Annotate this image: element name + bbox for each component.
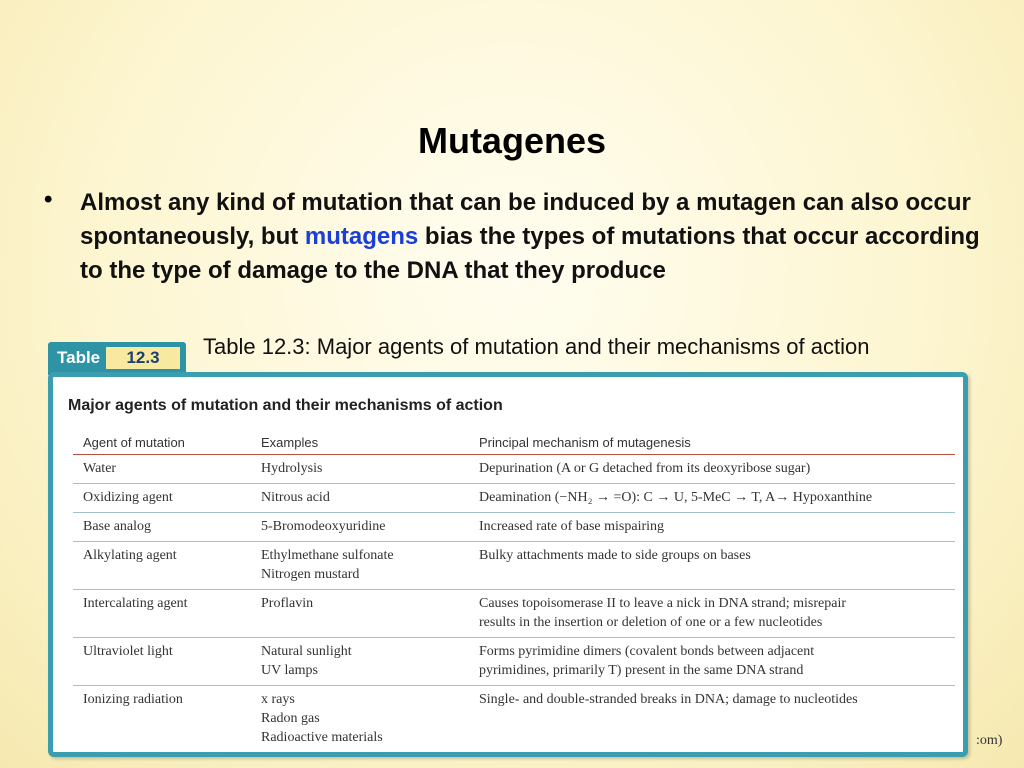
table-row (73, 638, 955, 686)
cell-mechanism: Causes topoisomerase II to leave a nick in DNA strand; misrepair results in the insertion or deletion of one or a few nucleotides (469, 590, 955, 638)
table-row (73, 686, 955, 753)
cell-mechanism: Bulky attachments made to side groups on bases (469, 542, 955, 590)
bullet-marker: • (44, 186, 53, 213)
cell-agent: Water (73, 455, 251, 484)
cell-agent: Alkylating agent (73, 542, 251, 590)
bullet-text (80, 186, 994, 288)
table-row (73, 455, 955, 484)
cell-examples: Hydrolysis (251, 455, 469, 484)
table-row (73, 590, 955, 638)
table-row (73, 542, 955, 590)
cell-mechanism: Single- and double-stranded breaks in DNA; damage to nucleotides (479, 692, 858, 707)
table-row (73, 484, 955, 513)
cell-agent: Ultraviolet light (73, 638, 251, 686)
cell-agent: Oxidizing agent (73, 484, 251, 513)
cell-mechanism: Increased rate of base mispairing (469, 513, 955, 542)
cell-agent: Base analog (73, 513, 251, 542)
column-header-agent: Agent of mutation (73, 431, 251, 455)
table-panel (48, 372, 968, 757)
cell-examples: Natural sunlight UV lamps (251, 638, 469, 686)
table-tab-number: 12.3 (106, 347, 180, 369)
table-caption: Table 12.3: Major agents of mutation and their mechanisms of action (203, 334, 870, 359)
cell-agent: Ionizing radiation (83, 692, 183, 707)
cell-examples: Proflavin (251, 590, 469, 638)
table-tab (48, 342, 186, 375)
image-credit: :om) (976, 733, 1003, 748)
bullet-text-after: bias the types of mutations that occur according to the type of damage to the DNA that they produce (80, 223, 980, 284)
bullet-list (44, 186, 994, 288)
cell-mechanism: Forms pyrimidine dimers (covalent bonds between adjacent pyrimidines, primarily T) present in the same DNA strand (469, 638, 955, 686)
column-header-mechanism: Principal mechanism of mutagenesis (469, 431, 955, 455)
cell-mechanism: Deamination (−NH₂ → =O): C → U, 5-MeC → T, A→ Hypoxanthine (469, 484, 955, 513)
table-tab-word: Table (57, 348, 101, 367)
table-heading: Major agents of mutation and their mechanisms of action (68, 397, 503, 414)
mutagen-table (73, 431, 955, 752)
bullet-highlight-term: mutagens (304, 223, 419, 250)
cell-examples: Ethylmethane sulfonate Nitrogen mustard (251, 542, 469, 590)
slide-title: Mutagenes (417, 120, 607, 161)
cell-agent: Intercalating agent (73, 590, 251, 638)
column-header-examples: Examples (251, 431, 469, 455)
table-header-row (73, 431, 955, 455)
cell-mechanism: Depurination (A or G detached from its deoxyribose sugar) (469, 455, 955, 484)
table-row (73, 513, 955, 542)
cell-examples: 5-Bromodeoxyuridine (251, 513, 469, 542)
cell-examples: Nitrous acid (251, 484, 469, 513)
bullet-text-before: Almost any kind of mutation that can be induced by a mutagen can also occur spontaneously, but (80, 189, 971, 250)
cell-examples: x rays Radon gas Radioactive materials (261, 692, 383, 745)
